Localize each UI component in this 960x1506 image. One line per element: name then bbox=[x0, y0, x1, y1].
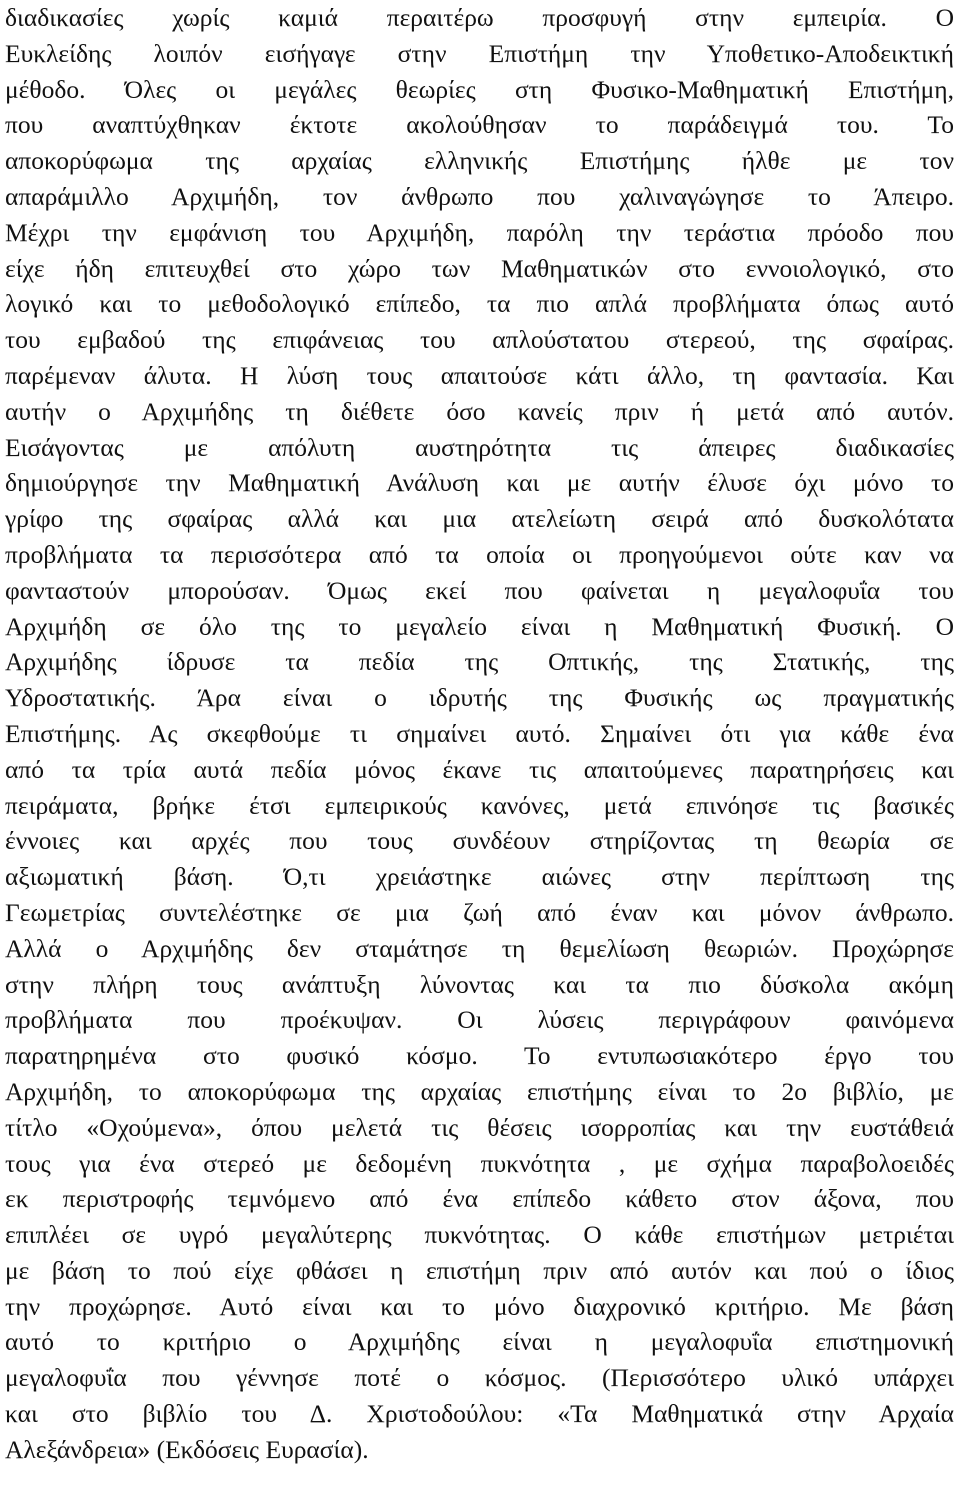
text-line: Αρχιμήδη, το αποκορύφωμα της αρχαίας επιστήμης είναι το 2ο βιβλίο, με bbox=[5, 1076, 954, 1106]
text-line: γρίφο της σφαίρας αλλά και μια ατελείωτη σειρά από δυσκολότατα bbox=[5, 504, 954, 534]
text-line: αποκορύφωμα της αρχαίας ελληνικής Επιστήμης ήλθε με τον bbox=[5, 146, 954, 176]
text-line: Επιστήμης. Ας σκεφθούμε τι σημαίνει αυτό. Σημαίνει ότι για κάθε ένα bbox=[5, 718, 954, 748]
text-line: από τα τρία αυτά πεδία μόνος έκανε τις απαιτούμενες παρατηρήσεις και bbox=[5, 754, 954, 784]
text-line: με βάση το πού είχε φθάσει η επιστήμη πριν από αυτόν και πού ο ίδιος bbox=[5, 1255, 954, 1285]
text-line: επιπλέει σε υγρό μεγαλύτερης πυκνότητας. Ο κάθε επιστήμων μετριέται bbox=[5, 1220, 954, 1250]
text-line: παρέμεναν άλυτα. Η λύση τους απαιτούσε κάτι άλλο, τη φαντασία. Και bbox=[5, 360, 954, 390]
text-line: Υδροστατικής. Άρα είναι ο ιδρυτής της Φυσικής ως πραγματικής bbox=[5, 683, 954, 713]
text-line: αυτό το κριτήριο ο Αρχιμήδης είναι η μεγαλοφυΐα επιστημονική bbox=[5, 1327, 954, 1357]
text-line: απαράμιλλο Αρχιμήδη, τον άνθρωπο που χαλιναγώγησε το Άπειρο. bbox=[5, 181, 954, 211]
text-line: διαδικασίες χωρίς καμιά περαιτέρω προσφυγή στην εμπειρία. Ο bbox=[5, 3, 954, 32]
body-text bbox=[5, 0, 954, 1468]
text-line: Αλεξάνδρεια» (Εκδόσεις Ευρασία). bbox=[5, 1434, 369, 1464]
text-line: τίτλο «Οχούμενα», όπου μελετά τις θέσεις ισορροπίας και την ευστάθειά bbox=[5, 1112, 954, 1142]
text-line: Εισάγοντας με απόλυτη αυστηρότητα τις άπειρες διαδικασίες bbox=[5, 432, 954, 462]
text-line: παρατηρημένα στο φυσικό κόσμο. Το εντυπωσιακότερο έργο του bbox=[5, 1041, 954, 1071]
text-line: προβλήματα που προέκυψαν. Οι λύσεις περιγράφουν φαινόμενα bbox=[5, 1005, 954, 1035]
text-line: και στο βιβλίο του Δ. Χριστοδούλου: «Τα Μαθηματικά στην Αρχαία bbox=[5, 1399, 954, 1429]
text-line: αυτήν ο Αρχιμήδης τη διέθετε όσο κανείς πριν ή μετά από αυτόν. bbox=[5, 396, 954, 426]
text-line: Μέχρι την εμφάνιση του Αρχιμήδη, παρόλη την τεράστια πρόοδο που bbox=[5, 217, 954, 247]
text-line: τους για ένα στερεό με δεδομένη πυκνότητα , με σχήμα παραβολοειδές bbox=[5, 1148, 954, 1178]
text-line: αξιωματική βάση. Ό,τι χρειάστηκε αιώνες στην περίπτωση της bbox=[5, 862, 954, 892]
text-line: εκ περιστροφής τεμνόμενο από ένα επίπεδο κάθετο στον άξονα, που bbox=[5, 1184, 954, 1214]
text-line: έννοιες και αρχές που τους συνδέουν στηρίζοντας τη θεωρία σε bbox=[5, 826, 954, 856]
text-line: είχε ήδη επιτευχθεί στο χώρο των Μαθηματικών στο εννοιολογικό, στο bbox=[5, 253, 954, 283]
text-line: δημιούργησε την Μαθηματική Ανάλυση και με αυτήν έλυσε όχι μόνο το bbox=[5, 468, 954, 498]
text-line: φανταστούν μπορούσαν. Όμως εκεί που φαίνεται η μεγαλοφυΐα του bbox=[5, 575, 954, 605]
text-line: την προχώρησε. Αυτό είναι και το μόνο διαχρονικό κριτήριο. Με βάση bbox=[5, 1291, 954, 1321]
text-line: Αλλά ο Αρχιμήδης δεν σταμάτησε τη θεμελίωση θεωριών. Προχώρησε bbox=[5, 933, 954, 963]
text-line: λογικό και το μεθοδολογικό επίπεδο, τα πιο απλά προβλήματα όπως αυτό bbox=[5, 289, 954, 319]
text-line: του εμβαδού της επιφάνειας του απλούστατου στερεού, της σφαίρας. bbox=[5, 325, 954, 355]
text-line: πειράματα, βρήκε έτσι εμπειρικούς κανόνες, μετά επινόησε τις βασικές bbox=[5, 790, 954, 820]
text-line: που αναπτύχθηκαν έκτοτε ακολούθησαν το παράδειγμά του. Το bbox=[5, 110, 954, 140]
text-line: προβλήματα τα περισσότερα από τα οποία οι προηγούμενοι ούτε καν να bbox=[5, 539, 954, 569]
text-line: Γεωμετρίας συντελέστηκε σε μια ζωή από έναν και μόνον άνθρωπο. bbox=[5, 897, 954, 927]
text-line: μεγαλοφυΐα που γέννησε ποτέ ο κόσμος. (Περισσότερο υλικό υπάρχει bbox=[5, 1363, 954, 1393]
text-line: Ευκλείδης λοιπόν εισήγαγε στην Επιστήμη την Υποθετικο-Αποδεικτική bbox=[5, 38, 954, 68]
text-line: Αρχιμήδης ίδρυσε τα πεδία της Οπτικής, της Στατικής, της bbox=[5, 647, 954, 677]
text-line: μέθοδο. Όλες οι μεγάλες θεωρίες στη Φυσικο-Μαθηματική Επιστήμη, bbox=[5, 74, 954, 104]
text-line: στην πλήρη τους ανάπτυξη λύνοντας και τα πιο δύσκολα ακόμη bbox=[5, 969, 954, 999]
text-line: Αρχιμήδη σε όλο της το μεγαλείο είναι η Μαθηματική Φυσική. Ο bbox=[5, 611, 954, 641]
